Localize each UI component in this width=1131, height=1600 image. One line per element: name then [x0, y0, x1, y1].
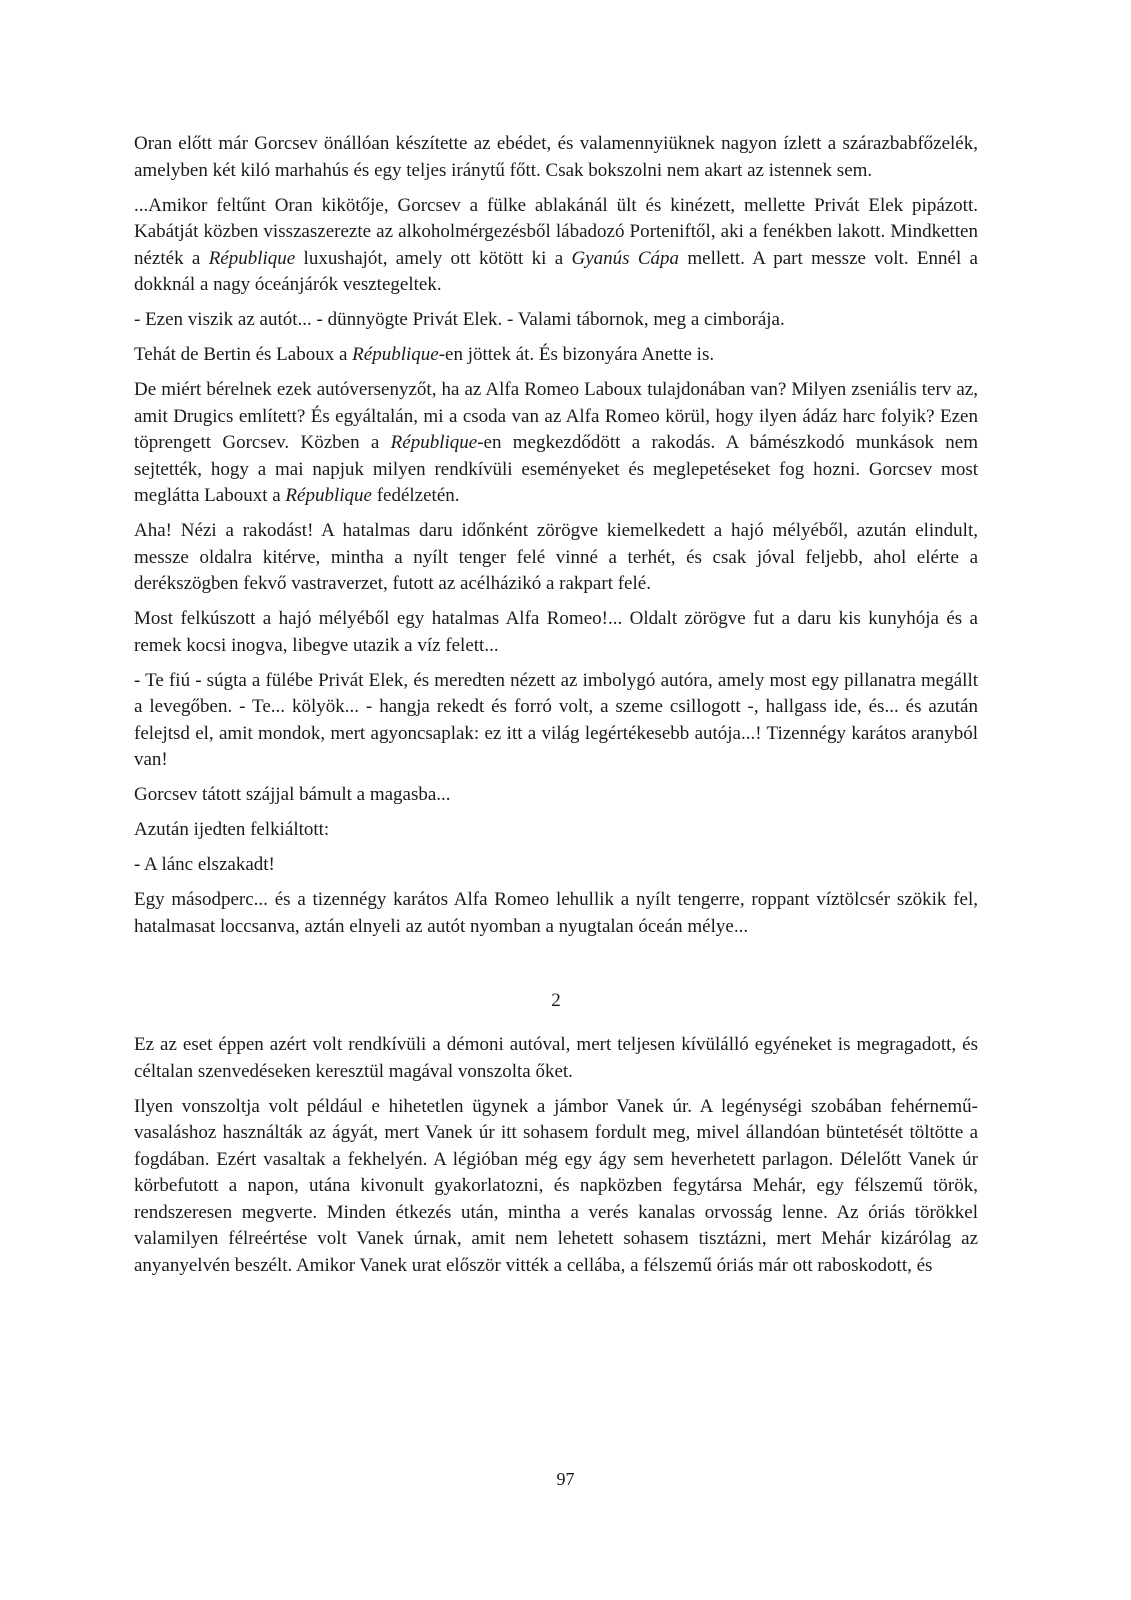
paragraph: Oran előtt már Gorcsev önállóan készítette az ebédet, és valamennyiüknek nagyon ízlett a szárazbabfőzelék, amelyben két kiló marhahús és egy teljes iránytű főtt. Csak bokszolni nem akart az istennek sem. [134, 133, 978, 181]
paragraph: - Te fiú - súgta a fülébe Privát Elek, és meredten nézett az imbolygó autóra, amely most egy pillanatra megállt a levegőben. - Te... kölyök... - hangja rekedt és forró volt, a szeme csillogott -, hallgass ide, és... és azután felejtsd el, amit mondok, mert agyoncsaplak: ez itt a világ legértékesebb autója...! Tizennégy karátos aranyból van! [134, 669, 978, 770]
paragraph: Gorcsev tátott szájjal bámult a magasba... [134, 784, 451, 805]
chapter-number: 2 [551, 990, 561, 1011]
paragraph: Tehát de Bertin és Laboux a République-en jöttek át. És bizonyára Anette is. [134, 344, 715, 365]
paragraph: Ez az eset éppen azért volt rendkívüli a démoni autóval, mert teljesen kívülálló egyéneket is megragadott, és céltalan szenvedéseken keresztül magával vonszolta őket. [134, 1034, 978, 1082]
paragraph: Ilyen vonszoltja volt például e hihetetlen ügynek a jámbor Vanek úr. A legénységi szobában fehérnemű-vasaláshoz használták az ágyát, mert Vanek úr itt sohasem fordult meg, mivel állandóan büntetését töltötte a fogdában. Ezért vasaltak a fekhelyén. A légióban még egy ágy sem heverhetett parlagon. Délelőtt Vanek úr körbefutott a napon, utána kivonult gyakorlatozni, és napközben fegytársa Mehár, egy félszemű török, rendszeresen megverte. Minden étkezés után, mintha a verés kanalas orvosság lenne. Az óriás törökkel valamilyen félreértése volt Vanek úrnak, amit nem lehetett sohasem tisztázni, mert Mehár kizárólag az anyanyelvén beszélt. Amikor Vanek urat először vitték a cellába, a félszemű óriás már ott raboskodott, és [134, 1095, 978, 1276]
body-text [134, 131, 978, 1288]
page-number: 97 [556, 1469, 575, 1489]
paragraph: ...Amikor feltűnt Oran kikötője, Gorcsev a fülke ablakánál ült és kinézett, mellette Privát Elek pipázott. Kabátját közben visszaszerezte az alkoholmérgezésből lábadozó Porteniftől, aki a fenékben lakott. Mindketten nézték a République luxushajót, amely ott kötött ki a Gyanús Cápa mellett. A part messze volt. Ennél a dokknál a nagy óceánjárók vesztegeltek. [134, 194, 978, 295]
paragraph: De miért bérelnek ezek autóversenyzőt, ha az Alfa Romeo Laboux tulajdonában van? Milyen zseniális terv az, amit Drugics említett? És egyáltalán, mi a csoda van az Alfa Romeo körül, hogy ilyen ádáz harc folyik? Ezen töprengett Gorcsev. Közben a République-en megkezdődött a rakodás. A bámészkodó munkások nem sejtették, hogy a mai napjuk milyen rendkívüli eseményeket és meglepetéseket fog hozni. Gorcsev most meglátta Labouxt a République fedélzetén. [134, 379, 978, 506]
paragraph: Azután ijedten felkiáltott: [134, 819, 330, 840]
paragraph: Most felkúszott a hajó mélyéből egy hatalmas Alfa Romeo!... Oldalt zörögve fut a daru kis kunyhója és a remek kocsi inogva, libegve utazik a víz felett... [134, 608, 978, 656]
paragraph: - Ezen viszik az autót... - dünnyögte Privát Elek. - Valami tábornok, meg a cimborája. [134, 309, 785, 330]
paragraph: - A lánc elszakadt! [134, 854, 275, 875]
paragraph: Egy másodperc... és a tizennégy karátos Alfa Romeo lehullik a nyílt tengerre, roppant víztölcsér szökik fel, hatalmasat loccsanva, aztán elnyeli az autót nyomban a nyugtalan óceán mélye... [134, 889, 978, 937]
paragraph: Aha! Nézi a rakodást! A hatalmas daru időnként zörögve kiemelkedett a hajó mélyéből, azután elindult, messze oldalra kitérve, mintha a nyílt tenger felé vinné a terhét, és csak jóval feljebb, ahol elérte a derékszögben fekvő vastraverzet, futott az acélházikó a rakpart felé. [134, 520, 978, 594]
